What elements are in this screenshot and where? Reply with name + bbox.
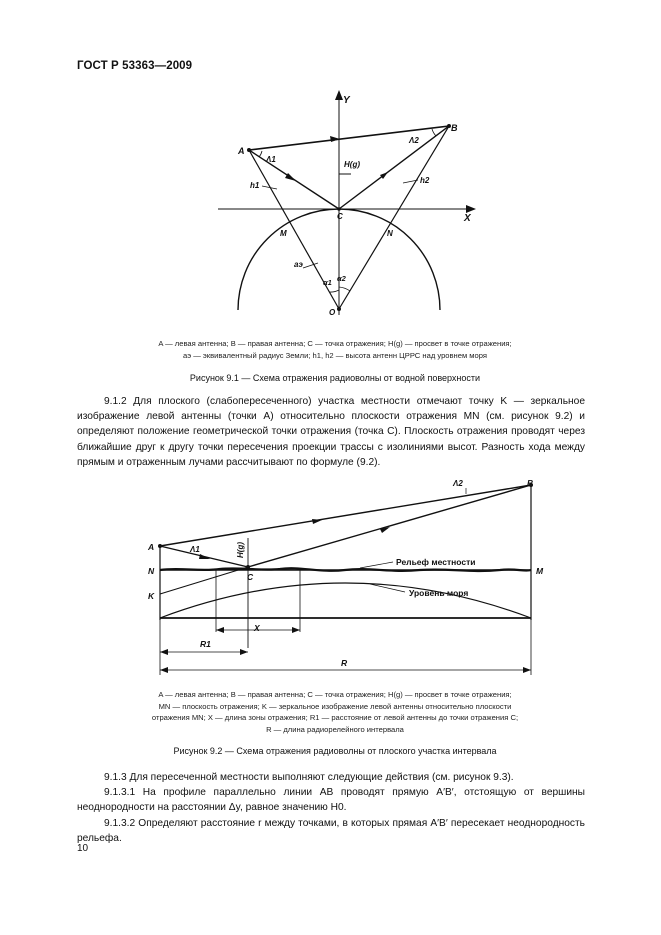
paragraph-text: 9.1.3.1 На профиле параллельно линии AB проводят прямую A′B′, отстоящую от вершины неоднородности на расстоянии Δy, равное значению H0. <box>77 787 585 814</box>
label-hg: H(g) <box>344 160 360 169</box>
label-x: X <box>464 213 471 224</box>
legend-line: отражения MN; X — длина зоны отражения; R1 — расстояние от левой антенны до точки отражения C; <box>151 713 519 722</box>
label-m: M <box>536 566 544 576</box>
paragraph-text: 9.1.2 Для плоского (слабопересеченного) участка местности отмечают точку K — зеркальное изображение левой антенны (точки A) относительно плоскости отражения MN (см. рисунок 9.2) и определяют положение геометрической точки отражения (точка C). Плоскость отражения проводят через ближайшие друг к другу точки пересечения проекции трассы с изолиниями высот. Разность хода между прямым и отраженным лучами рассчитывают по формуле (9.2). <box>77 396 585 468</box>
paragraph-text: 9.1.3 Для пересеченной местности выполняют следующие действия (см. рисунок 9.3). <box>104 772 514 783</box>
label-b: B <box>451 123 458 133</box>
legend-line: MN — плоскость отражения; K — зеркальное изображение левой антенны относительно плоскости <box>158 701 512 711</box>
label-a: A <box>238 146 245 156</box>
figure-9-1-legend <box>70 338 600 361</box>
label-lambda2: Λ2 <box>453 479 463 488</box>
figure-9-1-diagram <box>0 0 661 335</box>
legend-line: A — левая антенна; B — правая антенна; C — точка отражения; H(g) — просвет в точке отражения; <box>158 339 512 348</box>
label-relief: Рельеф местности <box>396 557 476 567</box>
label-lambda1: Λ1 <box>190 545 200 554</box>
label-sea: Уровень моря <box>409 588 469 598</box>
direct-ray <box>249 126 449 150</box>
label-lambda2: Λ2 <box>409 136 419 145</box>
label-r1: R1 <box>200 639 211 649</box>
direct-ray <box>160 485 531 546</box>
label-alpha1: α1 <box>323 278 332 287</box>
label-c: C <box>247 572 254 582</box>
label-y: Y <box>343 95 350 106</box>
label-r: R <box>341 658 348 668</box>
label-hg: H(g) <box>236 542 245 558</box>
label-x-length: X <box>254 623 260 633</box>
paragraphs-9-1-3 <box>77 770 585 846</box>
label-n: N <box>387 229 393 238</box>
legend-line: R — длина радиорелейного интервала <box>266 724 404 734</box>
label-o: O <box>329 308 336 317</box>
legend-line: aэ — эквивалентный радиус Земли; h1, h2 — высота антенн ЦРРС над уровнем моря <box>182 350 487 360</box>
figure-9-2-diagram <box>0 470 661 690</box>
label-ae: aэ <box>294 260 303 269</box>
label-m: M <box>280 229 287 238</box>
point-c <box>337 207 341 211</box>
mirror-ray <box>160 567 248 594</box>
paragraph-9-1-2 <box>77 394 585 470</box>
radius-b <box>339 126 449 309</box>
label-k: K <box>148 591 155 601</box>
paragraph-text: 9.1.3.2 Определяют расстояние r между точками, в которых прямая A′B′ пересекает неоднородность рельефа. <box>77 817 585 844</box>
label-h1: h1 <box>250 181 260 190</box>
label-c: C <box>337 212 343 221</box>
label-a: A <box>148 542 155 552</box>
figure-9-2-caption: Рисунок 9.2 — Схема отражения радиоволны от плоского участка интервала <box>173 746 497 756</box>
legend-line: A — левая антенна; B — правая антенна; C — точка отражения; H(g) — просвет в точке отражения; <box>158 690 512 699</box>
label-n: N <box>148 566 155 576</box>
figure-9-1-caption: Рисунок 9.1 — Схема отражения радиоволны от водной поверхности <box>189 373 481 383</box>
label-h2: h2 <box>420 176 430 185</box>
label-b: B <box>527 478 534 488</box>
point-o <box>337 307 341 311</box>
reflected-ray <box>248 485 531 567</box>
label-lambda1: Λ1 <box>266 155 276 164</box>
page-number: 10 <box>77 843 89 854</box>
document-header: ГОСТ Р 53363—2009 <box>77 60 193 72</box>
label-alpha2: α2 <box>337 274 346 283</box>
point-a <box>247 148 251 152</box>
figure-9-2-legend <box>70 689 600 735</box>
